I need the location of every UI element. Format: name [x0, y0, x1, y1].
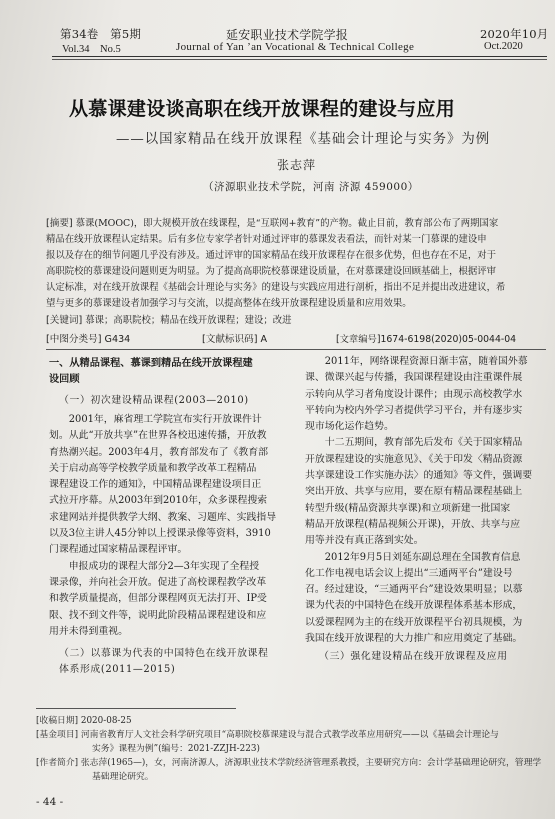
- text-line: 开放课程建设的实施意见》、《关于印发〈精品资源: [305, 453, 523, 465]
- abstract-label: [摘要]: [46, 218, 73, 229]
- page-number: - 44 -: [36, 796, 64, 808]
- text-line: 平转向为校内外学习者提供学习平台，并有逐步实: [305, 404, 523, 416]
- clc-label: [中图分类号]: [46, 334, 102, 345]
- text-line: 转型升级(精品资源共享课)和立项新建一批国家: [305, 502, 511, 514]
- article-number-value: 1674-6198(2020)05-0044-04: [380, 334, 517, 345]
- text-line: 式拉开序幕。从2003年到2010年，众多课程搜索: [49, 495, 268, 507]
- article-title: 从慕课建设谈高职在线开放课程的建设与应用: [69, 98, 456, 120]
- abstract-line: 认定标准，对在线开放课程《基础会计理论与实务》的建设与实践应用进行剖析，指出不足并提出改进建议，希: [46, 282, 506, 293]
- text-line: 申报成功的课程大部分2—3年实现了全程授: [49, 560, 260, 572]
- text-line: 示转向从学习者角度设计课件；由现示高校教学水: [305, 388, 523, 400]
- text-line: 用并未得到重视。: [49, 625, 129, 637]
- article-subtitle: ——以国家精品在线开放课程《基础会计理论与实务》为例: [116, 132, 491, 147]
- subheading-2: [59, 646, 276, 678]
- abstract-line: 精品在线开放课程认定结果。后有多位专家学者针对通过评审的慕课发表看法，而针对某一门慕课的建设申: [46, 234, 487, 245]
- author-bio-line: 基础理论研究。: [92, 772, 154, 782]
- text-line: 求建网站并提供教学大纲、教案、习题库、实践指导: [49, 511, 277, 523]
- text-line: 化工作电视电话会议上提出“三通两平台”建设号: [305, 567, 513, 579]
- abstract-line: 报以及存在的细节问题几乎没有涉及。通过评审的国家精品在线开放课程存在很多优势，但也存在不足，对于: [46, 250, 497, 261]
- text-line: 门课程通过国家精品课程评审。: [49, 544, 188, 556]
- issue-cn: 第34卷 第5期: [60, 27, 142, 41]
- abstract-line: 高职院校的慕课建设问题则更为明显。为了提高高职院校慕课建设质量，在对慕课建设回顾基础上，根据评审: [46, 266, 497, 277]
- subheading-3: （三）强化建设精品在线开放课程及应用: [319, 651, 508, 663]
- article-number-label: [文章编号]: [336, 334, 381, 345]
- section-heading-1: [49, 356, 276, 388]
- document-code-value: A: [260, 334, 268, 345]
- author-affiliation: （济源职业技术学院，河南 济源 459000）: [203, 181, 419, 193]
- header-rule-thin: [52, 59, 547, 60]
- received-label: [收稿日期]: [36, 716, 79, 726]
- header-rule: [52, 56, 547, 57]
- document-code-label: [文献标识码]: [202, 334, 258, 345]
- meta-rule: [46, 349, 546, 350]
- text-line: 划。从此“开放共享”在世界各校迅速传播，开放教: [49, 430, 267, 442]
- text-line: 召。经过建设，“三通两平台”建设效果明显；以慕: [305, 584, 523, 596]
- text-line: 突出开放、共享与应用，要在原有精品课程基础上: [305, 486, 523, 498]
- article-author: 张志萍: [277, 158, 317, 172]
- text-line: 和教学质量提高，但部分课程网页无法打开、IP受: [49, 593, 267, 605]
- text-line: 关于启动高等学校教学质量和教学改革工程精品: [49, 462, 257, 474]
- left-column: [49, 356, 276, 678]
- fund-line: 河南省教育厅人文社会科学研究项目“高职院校慕课建设与混合式教学改革应用研究——以《基础会计理论与: [80, 730, 499, 740]
- keywords: [46, 313, 292, 329]
- clc-value: G434: [104, 334, 131, 345]
- fund-line: 实务》课程为例”(编号：2021-ZZJH-223): [92, 744, 260, 754]
- text-line: 课、微课兴起与传播，我国课程建设由注重课件展: [305, 372, 523, 384]
- right-column: [305, 354, 532, 666]
- text-line: 用等并没有真正落到实处。: [305, 535, 424, 547]
- text-line: 以爱课程网为主的在线开放课程平台初具规模，为: [305, 616, 523, 628]
- section-heading-line: 一、从精品课程、慕课到精品在线开放课程建: [49, 358, 253, 369]
- date-en: Oct.2020: [484, 41, 523, 52]
- text-line: 课程建设工作的通知》，中国精品课程建设项目正: [49, 479, 262, 491]
- abstract-line: 望与更多的慕课建设者加强学习与交流，以提高整体在线开放课程建设质量和应用效果。: [46, 298, 412, 309]
- issue-en: Vol.34 No.5: [62, 44, 121, 55]
- text-line: 现市场化运作趋势。: [305, 421, 394, 433]
- footnotes: [36, 714, 541, 784]
- received-date: 2020-08-25: [80, 716, 132, 726]
- text-line: 精品开放课程(精品视频公开课)，开放、共享与应: [305, 518, 521, 530]
- article-number: [336, 331, 516, 345]
- keywords-label: [关键词]: [46, 315, 83, 326]
- document-code: [202, 331, 267, 345]
- journal-name-en: Journal of Yan ’an Vocational & Technical College: [176, 41, 415, 53]
- footnote-rule: [36, 708, 236, 709]
- text-line: 2001年，麻省理工学院宣布实行开放课件计: [49, 414, 262, 425]
- subheading-line: 体系形成(2011—2015): [59, 664, 176, 676]
- section-heading-line: 设回顾: [49, 374, 80, 385]
- left-paragraph: [49, 412, 276, 640]
- journal-name-cn: 延安职业技术学院学报: [226, 28, 349, 42]
- text-line: 育热潮兴起。2003年4月，教育部发布了《教育部: [49, 446, 269, 458]
- text-line: 十二五期间，教育部先后发布《关于国家精品: [305, 437, 523, 449]
- keywords-text: 慕课；高职院校；精品在线开放课程；建设；改进: [85, 315, 292, 326]
- text-line: 课录像，并向社会开放。促进了高校课程教学改革: [49, 576, 267, 588]
- text-line: 限、找不到文件等，说明此阶段精品课程建设和应: [49, 609, 267, 621]
- date-cn: 2020年10月: [480, 27, 549, 41]
- abstract-line: 慕课(MOOC)，即大规模开放在线课程，是“互联网+教育”的产物。截止目前，教育部公布了两期国家: [75, 218, 499, 229]
- text-line: 2012年9月5日刘延东副总理在全国教育信息: [305, 551, 521, 563]
- text-line: 2011年，网络课程资源日渐丰富，随着国外慕: [305, 356, 528, 367]
- author-bio-line: 张志萍(1965—)，女，河南济源人，济源职业技术学院经济管理系教授，主要研究方向：会计学基础理论研究，管理学: [80, 758, 542, 768]
- text-line: 课为代表的中国特色在线开放课程体系基本形成，: [305, 600, 523, 612]
- subheading-line: （二）以慕课为代表的中国特色在线开放课程: [59, 648, 269, 660]
- fund-label: [基金项目]: [36, 730, 79, 740]
- abstract: [46, 216, 505, 312]
- text-line: 我国在线开放课程的大力推广和应用奠定了基础。: [305, 633, 523, 645]
- text-line: 以及3位主讲人45分钟以上授课录像等资料，3910: [49, 528, 271, 540]
- subheading-1: （一）初次建设精品课程(2003—2010): [59, 395, 249, 406]
- clc-number: [46, 331, 130, 345]
- text-line: 共享课建设工作实施办法〉的通知》等文件，强调要: [305, 470, 533, 482]
- author-bio-label: [作者简介]: [36, 758, 79, 768]
